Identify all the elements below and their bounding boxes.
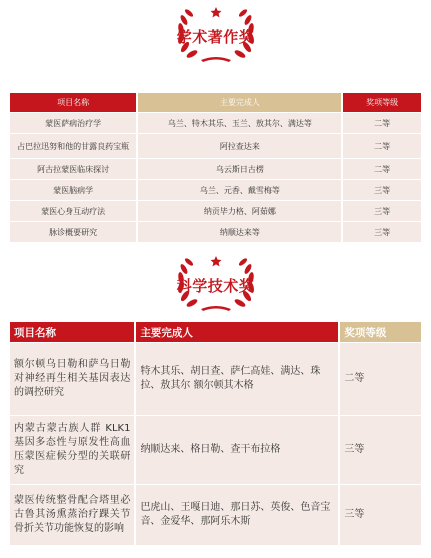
project-name: 蒙医传统整骨配合塔里必古鲁其汤熏蒸治疗踝关节骨折关节功能恢复的影响 xyxy=(10,485,134,545)
contributors: 纳顺达来、格日勒、查干布拉格 xyxy=(136,416,338,484)
project-name: 蒙医心身互动疗法 xyxy=(10,201,136,221)
award-level: 三等 xyxy=(343,201,421,221)
column-header-project: 项目名称 xyxy=(10,93,136,112)
project-name: 脉诊概要研究 xyxy=(10,222,136,242)
contributors: 阿拉查达来 xyxy=(138,134,341,158)
laurel-wreath-icon xyxy=(161,4,271,66)
project-name: 占巴拉迅努和他的甘露良药宝瓶 xyxy=(10,134,136,158)
academic-section-title: 学术著作奖 xyxy=(176,28,255,46)
academic-section-header xyxy=(0,4,431,66)
project-name: 蒙医萨病治疗学 xyxy=(10,113,136,133)
table-row xyxy=(10,134,421,158)
science-section-title: 科学技术奖 xyxy=(176,277,255,295)
contributors: 特木其乐、胡日查、萨仁高娃、满达、珠拉、敖其尔 额尔顿其木格 xyxy=(136,343,338,415)
contributors: 纳贡毕力格、阿茹娜 xyxy=(138,201,341,221)
academic-awards-table xyxy=(8,92,423,243)
award-level: 三等 xyxy=(340,485,421,545)
table-row xyxy=(10,343,421,415)
award-level: 二等 xyxy=(343,113,421,133)
table-row xyxy=(10,416,421,484)
project-name: 额尔顿乌日勒和萨乌日勒对神经再生相关基因表达的调控研究 xyxy=(10,343,134,415)
column-header-award-level: 奖项等级 xyxy=(340,322,421,342)
table-row xyxy=(10,201,421,221)
table-row xyxy=(10,113,421,133)
award-level: 三等 xyxy=(343,222,421,242)
science-awards-table xyxy=(8,321,423,546)
table-header-row xyxy=(10,322,421,342)
table-header-row xyxy=(10,93,421,112)
table-row xyxy=(10,485,421,545)
project-name: 内蒙古蒙古族人群 KLK1基因多态性与原发性高血压蒙医症候分型的关联研究 xyxy=(10,416,134,484)
column-header-project: 项目名称 xyxy=(10,322,134,342)
contributors: 乌兰、元香、戴雪梅等 xyxy=(138,180,341,200)
contributors: 巴虎山、王嘎日迪、那日苏、英俊、色音宝音、金爱华、那阿乐木斯 xyxy=(136,485,338,545)
award-level: 二等 xyxy=(343,159,421,179)
column-header-contributors: 主要完成人 xyxy=(138,93,341,112)
contributors: 乌云斯日古楞 xyxy=(138,159,341,179)
table-row xyxy=(10,180,421,200)
award-level: 二等 xyxy=(343,134,421,158)
table-row xyxy=(10,159,421,179)
science-section-header xyxy=(0,253,431,315)
award-level: 三等 xyxy=(340,416,421,484)
project-name: 阿古拉蒙医临床探讨 xyxy=(10,159,136,179)
table-row xyxy=(10,222,421,242)
award-level: 二等 xyxy=(340,343,421,415)
contributors: 乌兰、特木其乐、玉兰、敖其尔、满达等 xyxy=(138,113,341,133)
project-name: 蒙医脑病学 xyxy=(10,180,136,200)
contributors: 纳顺达来等 xyxy=(138,222,341,242)
column-header-award-level: 奖项等级 xyxy=(343,93,421,112)
laurel-wreath-icon xyxy=(161,253,271,315)
column-header-contributors: 主要完成人 xyxy=(136,322,338,342)
award-level: 三等 xyxy=(343,180,421,200)
